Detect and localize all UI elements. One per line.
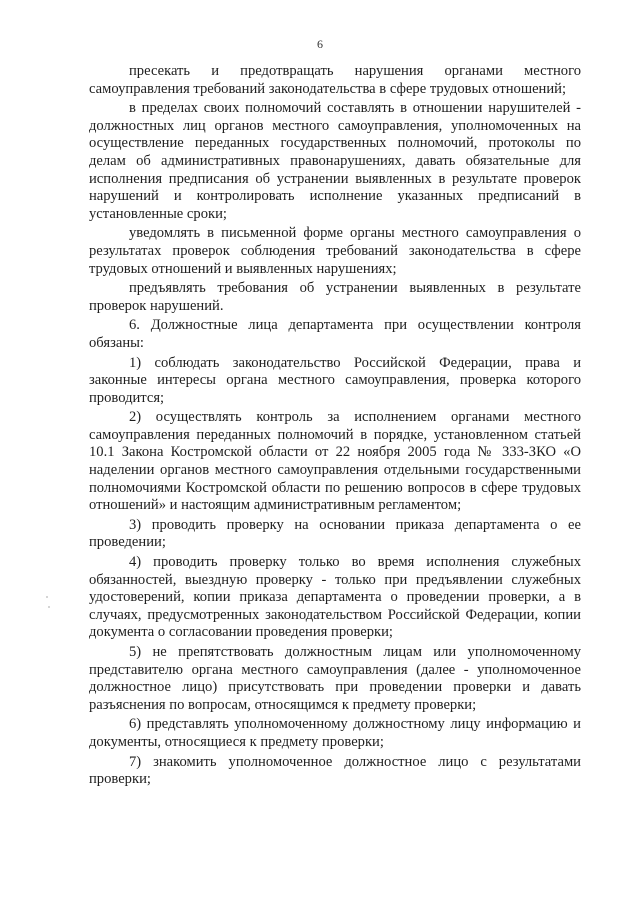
paragraph-duty-6: 6) представлять уполномоченному должностному лицу информацию и документы, относящиеся к предмету проверки; <box>89 716 581 750</box>
paragraph-duty-4: 4) проводить проверку только во время исполнения служебных обязанностей, выездную проверку - только при предъявлении служебных удостоверений, копии приказа департамента о проведении проверки, а в случаях, предусмотренных законодательством Российской Федерации, копии документа о согласовании проведения проверки; <box>89 554 581 641</box>
paragraph-duty-7: 7) знакомить уполномоченное должностное лицо с результатами проверки; <box>89 753 581 788</box>
paragraph-duty-5: 5) не препятствовать должностным лицам или уполномоченному представителю органа местного самоуправления (далее - уполномоченное должностное лицо) присутствовать при проведении проверки и давать разъяснения по вопросам, относящимся к предмету проверки; <box>89 644 581 713</box>
scan-speck <box>48 606 50 608</box>
paragraph-duty-1: 1) соблюдать законодательство Российской Федерации, права и законные интересы органа местного самоуправления, проверка которого проводится; <box>89 354 581 406</box>
paragraph-duty-2: 2) осуществлять контроль за исполнением органами местного самоуправления переданных полномочий в порядке, установленном статьей 10.1 Закона Костромской области от 22 ноября 2005 года № 333-ЗКО «О наделении органов местного самоуправления отдельными государственными полномочиями Костромской области по решению вопросов в сфере трудовых отношений» и настоящим административным регламентом; <box>89 409 581 514</box>
paragraph-draw-up-protocols: в пределах своих полномочий составлять в отношении нарушителей - должностных лиц органов местного самоуправления, уполномоченных на осуществление переданных государственных полномочий, протоколы по делам об административных правонарушениях, давать обязательные для исполнения предписания об устранении выявленных в результате проверок нарушений и контролировать исполнение указанных предписаний в установленные сроки; <box>89 100 581 222</box>
scan-speck <box>46 596 48 598</box>
paragraph-prevent-violations: пресекать и предотвращать нарушения органами местного самоуправления требований законодательства в сфере трудовых отношений; <box>89 63 581 97</box>
page-number: 6 <box>317 37 323 51</box>
paragraph-item-6-officials-obliged: 6. Должностные лица департамента при осуществлении контроля обязаны: <box>89 317 581 351</box>
document-body <box>89 63 581 789</box>
paragraph-demand-elimination: предъявлять требования об устранении выявленных в результате проверок нарушений. <box>89 280 581 314</box>
paragraph-duty-3: 3) проводить проверку на основании приказа департамента о ее проведении; <box>89 516 581 551</box>
paragraph-notify-in-writing: уведомлять в письменной форме органы местного самоуправления о результатах проверок соблюдения требований законодательства в сфере трудовых отношений и выявленных нарушениях; <box>89 225 581 277</box>
